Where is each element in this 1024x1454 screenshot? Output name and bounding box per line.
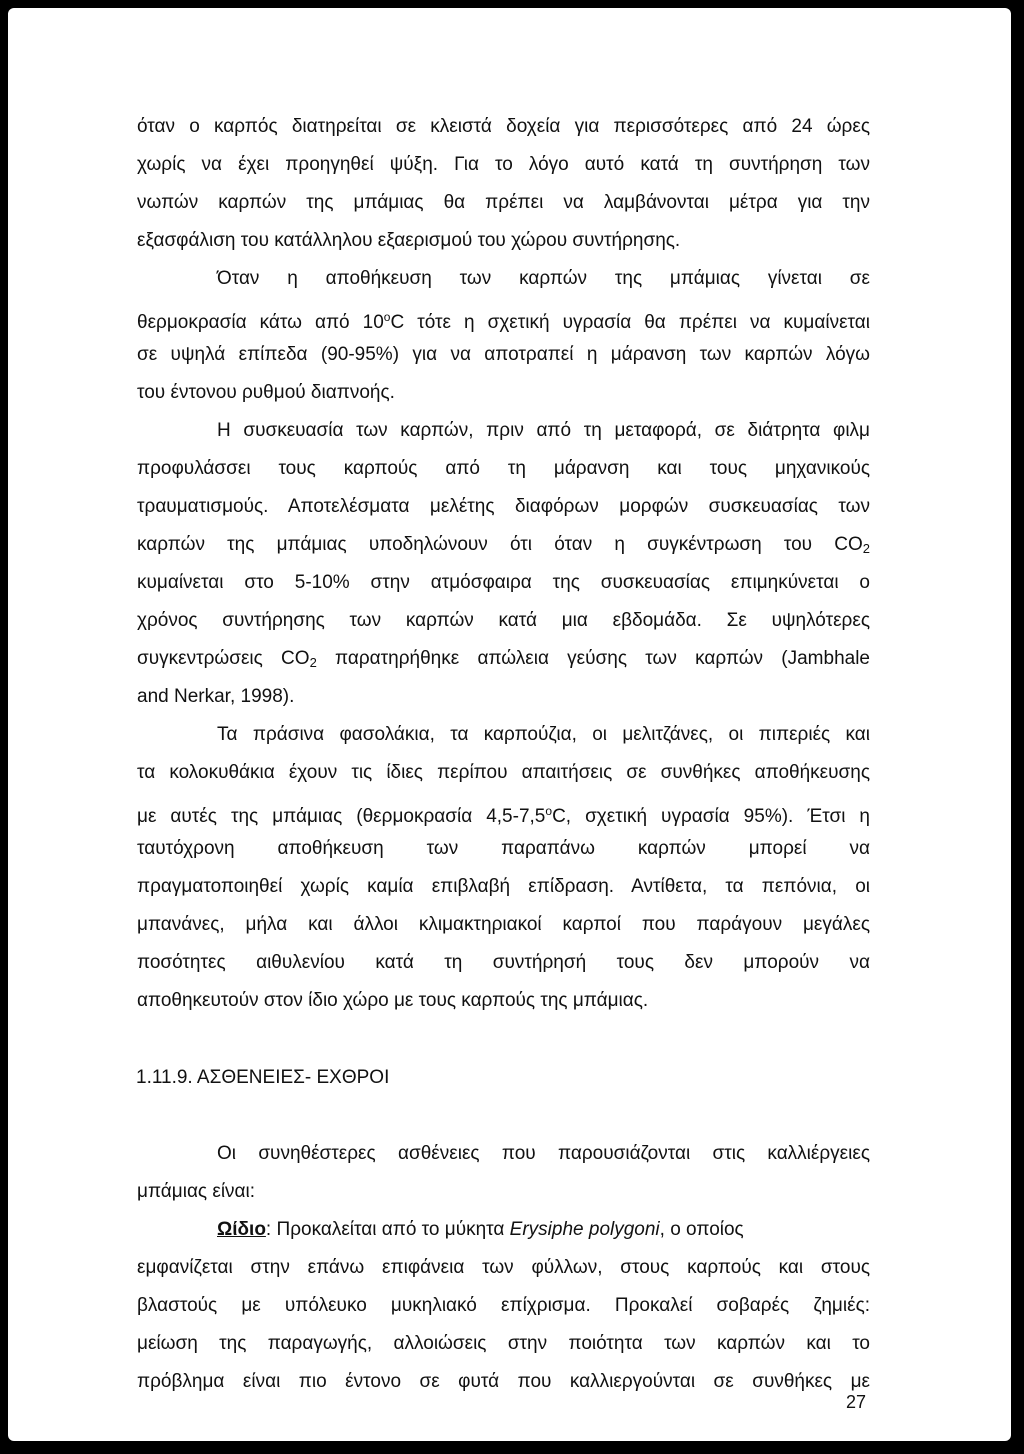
text-line: πρόβλημα είναι πιο έντονο σε φυτά που καλλιεργούνται σε συνθήκες με	[137, 1371, 870, 1392]
text-line: Η συσκευασία των καρπών, πριν από τη μεταφορά, σε διάτρητα φιλμ	[217, 420, 870, 441]
text-line: προφυλάσσει τους καρπούς από τη μάρανση και τους μηχανικούς	[137, 458, 870, 479]
text-line: εξασφάλιση του κατάλληλου εξαερισμού του χώρου συντήρησης.	[137, 230, 681, 251]
text-line: ταυτόχρονη αποθήκευση των παραπάνω καρπών μπορεί να	[137, 838, 870, 859]
text-line: αποθηκευτούν στον ίδιο χώρο με τους καρπούς της μπάμιας.	[137, 990, 649, 1011]
text-line: μπάμιας είναι:	[137, 1181, 256, 1202]
text-line: Όταν η αποθήκευση των καρπών της μπάμιας γίνεται σε	[217, 268, 870, 289]
text-line: and Nerkar, 1998).	[137, 686, 295, 707]
text-line: νωπών καρπών της μπάμιας θα πρέπει να λαμβάνονται μέτρα για την	[137, 192, 870, 213]
text-line: κυμαίνεται στο 5-10% στην ατμόσφαιρα της συσκευασίας επιμηκύνεται ο	[137, 572, 870, 593]
species-name: Erysiphe polygoni	[509, 1219, 660, 1240]
text-line: βλαστούς με υπόλευκο μυκηλιακό επίχρισμα. Προκαλεί σοβαρές ζημιές:	[137, 1295, 870, 1316]
text-line: καρπών της μπάμιας υποδηλώνουν ότι όταν η συγκέντρωση του $CO_2$	[137, 534, 870, 556]
text-line: σε υψηλά επίπεδα (90-95%) για να αποτραπεί η μάρανση των καρπών λόγω	[137, 344, 870, 365]
text-line: συγκεντρώσεις $CO_2$ παρατηρήθηκε απώλεια γεύσης των καρπών (Jambhale	[137, 648, 870, 670]
text-line: Οι συνηθέστερες ασθένειες που παρουσιάζονται στις καλλιέργειες	[217, 1143, 870, 1164]
text-line: Τα πράσινα φασολάκια, τα καρπούζια, οι μελιτζάνες, οι πιπεριές και	[217, 724, 870, 745]
text-line: πραγματοποιηθεί χωρίς καμία επιβλαβή επίδραση. Αντίθετα, τα πεπόνια, οι	[137, 876, 870, 897]
text-line: του έντονου ρυθμού διαπνοής.	[137, 382, 395, 403]
text-line: χρόνος συντήρησης των καρπών κατά μια εβδομάδα. Σε υψηλότερες	[137, 610, 870, 631]
text-line: τραυματισμούς. Αποτελέσματα μελέτης διαφόρων μορφών συσκευασίας των	[137, 496, 870, 517]
text-line: ποσότητες αιθυλενίου κατά τη συντήρησή τους δεν μπορούν να	[137, 952, 870, 973]
disease-entry-first-line: Ωίδιο: Προκαλείται από το μύκητα Erysiphe polygoni, ο οποίος	[217, 1219, 744, 1240]
text-line: μπανάνες, μήλα και άλλοι κλιμακτηριακοί καρποί που παράγουν μεγάλες	[137, 914, 870, 935]
disease-term: Ωίδιο	[217, 1219, 266, 1240]
text-line: τα κολοκυθάκια έχουν τις ίδιες περίπου απαιτήσεις σε συνθήκες αποθήκευσης	[137, 762, 870, 783]
text-line: θερμοκρασία κάτω από $10^oC$ τότε η σχετική υγρασία θα πρέπει να κυμαίνεται	[137, 310, 870, 333]
text-line: εμφανίζεται στην επάνω επιφάνεια των φύλλων, στους καρπούς και στους	[137, 1257, 870, 1278]
section-heading: 1.11.9. ΑΣΘΕΝΕΙΕΣ- ΕΧΘΡΟΙ	[136, 1067, 390, 1088]
text-line: χωρίς να έχει προηγηθεί ψύξη. Για το λόγο αυτό κατά τη συντήρηση των	[137, 154, 870, 175]
page-number: 27	[846, 1392, 867, 1412]
text-line: με αυτές της μπάμιας (θερμοκρασία $4,5-7,5^oC$, σχετική υγρασία 95%). Έτσι η	[137, 804, 870, 827]
text-line: μείωση της παραγωγής, αλλοιώσεις στην ποιότητα των καρπών και το	[137, 1333, 870, 1354]
text-line: όταν ο καρπός διατηρείται σε κλειστά δοχεία για περισσότερες από 24 ώρες	[137, 116, 870, 137]
